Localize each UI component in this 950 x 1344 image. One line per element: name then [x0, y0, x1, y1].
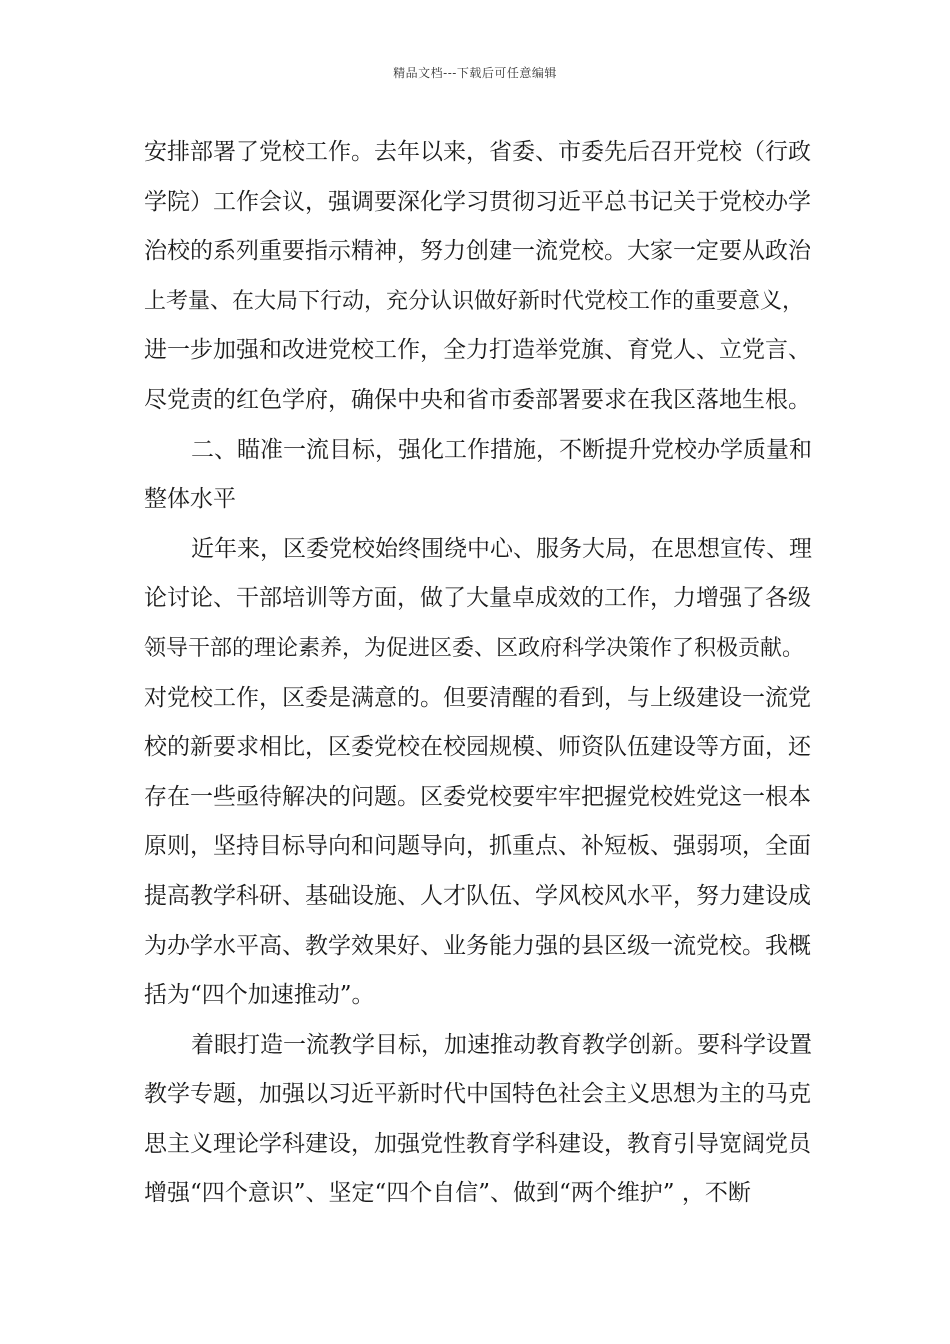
text-line: 进一步加强和改进党校工作，全力打造举党旗、育党人、立党言、 [144, 337, 811, 364]
document-body [144, 128, 812, 1219]
text-line: 安排部署了党校工作。去年以来，省委、市委先后召开党校（行政 [144, 139, 811, 165]
page-header: 精品文档---下载后可任意编辑 [393, 66, 557, 80]
text-line: 整体水平 [144, 486, 236, 513]
text-line: 思主义理论学科建设，加强党性教育学科建设，教育引导宽阔党员 [144, 1130, 811, 1157]
text-line: 为办学水平高、教学效果好、业务能力强的县区级一流党校。我概 [144, 932, 811, 959]
text-line: 着眼打造一流教学目标，加速推动教育教学创新。要科学设置 [191, 1031, 812, 1058]
text-line: 校的新要求相比，区委党校在校园规模、师资队伍建设等方面，还 [144, 734, 811, 761]
text-line: 原则，坚持目标导向和问题导向，抓重点、补短板、强弱项，全面 [144, 833, 811, 860]
text-line: 尽党责的红色学府，确保中央和省市委部署要求在我区落地生根。 [144, 386, 811, 413]
text-line: 提高教学科研、基础设施、人才队伍、学风校风水平，努力建设成 [144, 882, 811, 909]
text-line: 领导干部的理论素养，为促进区委、区政府科学决策作了积极贡献。 [144, 635, 805, 661]
text-line: 二、瞄准一流目标，强化工作措施，不断提升党校办学质量和 [191, 436, 812, 463]
text-line: 增强“四个意识”、坚定“四个自信”、做到“两个维护” ，不断 [144, 1180, 751, 1207]
text-line: 论讨论、干部培训等方面，做了大量卓成效的工作，力增强了各级 [144, 585, 811, 612]
text-line: 治校的系列重要指示精神，努力创建一流党校。大家一定要从政治 [144, 238, 811, 265]
text-line: 教学专题，加强以习近平新时代中国特色社会主义思想为主的马克 [144, 1081, 811, 1108]
text-line: 对党校工作，区委是满意的。但要清醒的看到，与上级建设一流党 [144, 684, 811, 711]
text-line: 上考量、在大局下行动，充分认识做好新时代党校工作的重要意义， [144, 288, 805, 314]
text-line: 存在一些亟待解决的问题。区委党校要牢牢把握党校姓党这一根本 [144, 783, 811, 810]
text-line: 括为“四个加速推动”。 [144, 982, 375, 1009]
text-line: 学院）工作会议，强调要深化学习贯彻习近平总书记关于党校办学 [144, 188, 811, 215]
text-line: 近年来，区委党校始终围绕中心、服务大局，在思想宣传、理 [191, 535, 812, 562]
